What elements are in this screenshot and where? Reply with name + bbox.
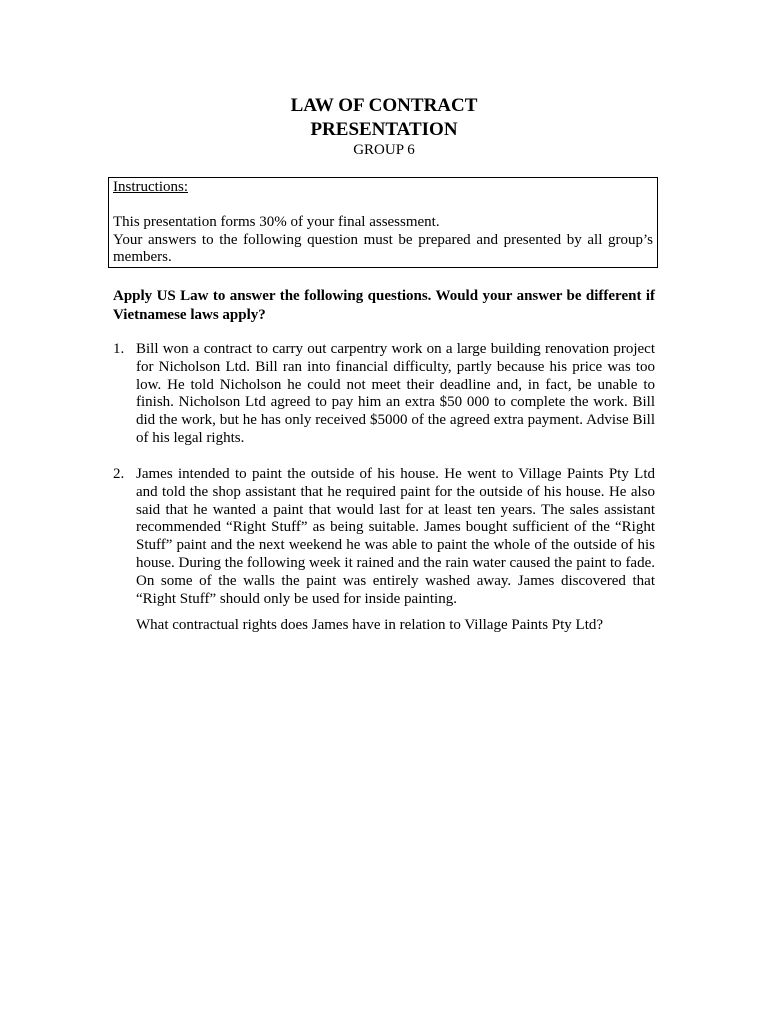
question-number: 2. xyxy=(113,466,125,482)
question-intro: Apply US Law to answer the following questions. Would your answer be different if Vietnamese laws apply? xyxy=(113,288,655,323)
question-text: Bill won a contract to carry out carpentry work on a large building renovation project for Nicholson Ltd. Bill ran into financial difficulty, partly because his price was too low. He told Nicholson he could not meet their deadline and, in fact, be unable to finish. Nicholson Ltd agreed to pay him an extra $50 000 to complete the work. Bill did the work, but he has only received $5000 of the agreed extra payment. Advise Bill of his legal rights. xyxy=(136,341,655,446)
question-item-2 xyxy=(113,466,655,608)
question-followup: What contractual rights does James have in relation to Village Paints Pty Ltd? xyxy=(136,617,604,633)
title-line-1: LAW OF CONTRACT xyxy=(290,95,478,116)
instructions-spacer xyxy=(113,197,653,215)
question-text: James intended to paint the outside of his house. He went to Village Paints Pty Ltd and told the shop assistant that he required paint for the outside of his house. He also said that he wanted a paint that would last for at least ten years. The sales assistant recommended “Right Stuff” as being suitable. James bought sufficient of the “Right Stuff” paint and the next weekend he was able to paint the whole of the outside of his house. During the following week it rained and the rain water caused the paint to fade. On some of the walls the paint was entirely washed away. James discovered that “Right Stuff” should only be used for inside painting. xyxy=(136,466,655,607)
title-line-2: PRESENTATION xyxy=(310,119,458,140)
instructions-heading: Instructions: xyxy=(113,179,188,195)
instructions-box xyxy=(108,177,658,268)
document-title xyxy=(0,94,768,142)
question-item-1 xyxy=(113,341,655,448)
group-label: GROUP 6 xyxy=(353,142,415,158)
question-number: 1. xyxy=(113,341,125,357)
instructions-line-2: Your answers to the following question must be prepared and presented by all group’s members. xyxy=(113,231,653,266)
instructions-line-1: This presentation forms 30% of your final assessment. xyxy=(113,214,440,231)
